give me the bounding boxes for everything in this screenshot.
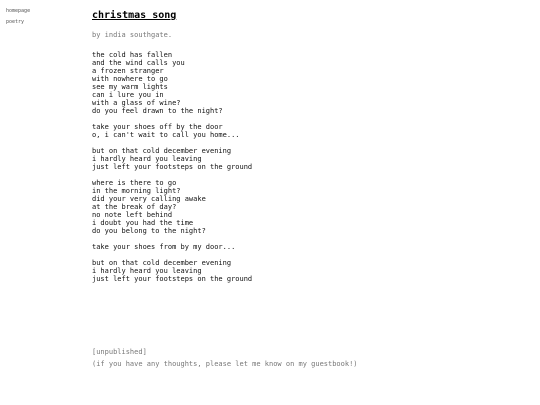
poem-line: can i lure you in [92, 91, 164, 99]
poem-line: o, i can't wait to call you home... [92, 131, 240, 139]
poem-byline: by india southgate. [92, 31, 173, 39]
poem-title[interactable]: christmas song [92, 10, 177, 21]
poem-line: a frozen stranger [92, 67, 164, 75]
publication-status: [unpublished] [92, 348, 147, 356]
poem-stanza [92, 259, 532, 283]
poem-line: i hardly heard you leaving [92, 155, 202, 163]
poem-stanza [92, 123, 532, 139]
poem-line: but on that cold december evening [92, 147, 232, 155]
poem-line: i doubt you had the time [92, 219, 194, 227]
poem-stanza [92, 147, 532, 171]
poem-line: just left your footsteps on the ground [92, 275, 253, 283]
poem-stanza [92, 51, 532, 115]
poem-line: no note left behind [92, 211, 173, 219]
poem-stanza [92, 243, 532, 251]
poem-line: but on that cold december evening [92, 259, 232, 267]
sidebar-nav [6, 8, 76, 30]
guestbook-note: (if you have any thoughts, please let me know on my guestbook!) [92, 360, 358, 368]
poem-line: just left your footsteps on the ground [92, 163, 253, 171]
poem-line: i hardly heard you leaving [92, 267, 202, 275]
poem-line: in the morning light? [92, 187, 181, 195]
poem-line: and the wind calls you [92, 59, 185, 67]
poem-line: see my warm lights [92, 83, 168, 91]
poem-line: do you belong to the night? [92, 227, 206, 235]
poem-line: with nowhere to go [92, 75, 168, 83]
poem-line: at the break of day? [92, 203, 177, 211]
poem-content [92, 3, 532, 291]
poem-footer [92, 348, 532, 368]
poem-stanza [92, 179, 532, 235]
nav-link-homepage[interactable]: homepage [6, 8, 31, 14]
poem-line: take your shoes from by my door... [92, 243, 236, 251]
poem-line: with a glass of wine? [92, 99, 181, 107]
poem-line: the cold has fallen [92, 51, 173, 59]
poem-line: take your shoes off by the door [92, 123, 223, 131]
poem-line: where is there to go [92, 179, 177, 187]
poem-line: did your very calling awake [92, 195, 206, 203]
poem-line: do you feel drawn to the night? [92, 107, 223, 115]
nav-link-poetry[interactable]: poetry [6, 19, 25, 25]
